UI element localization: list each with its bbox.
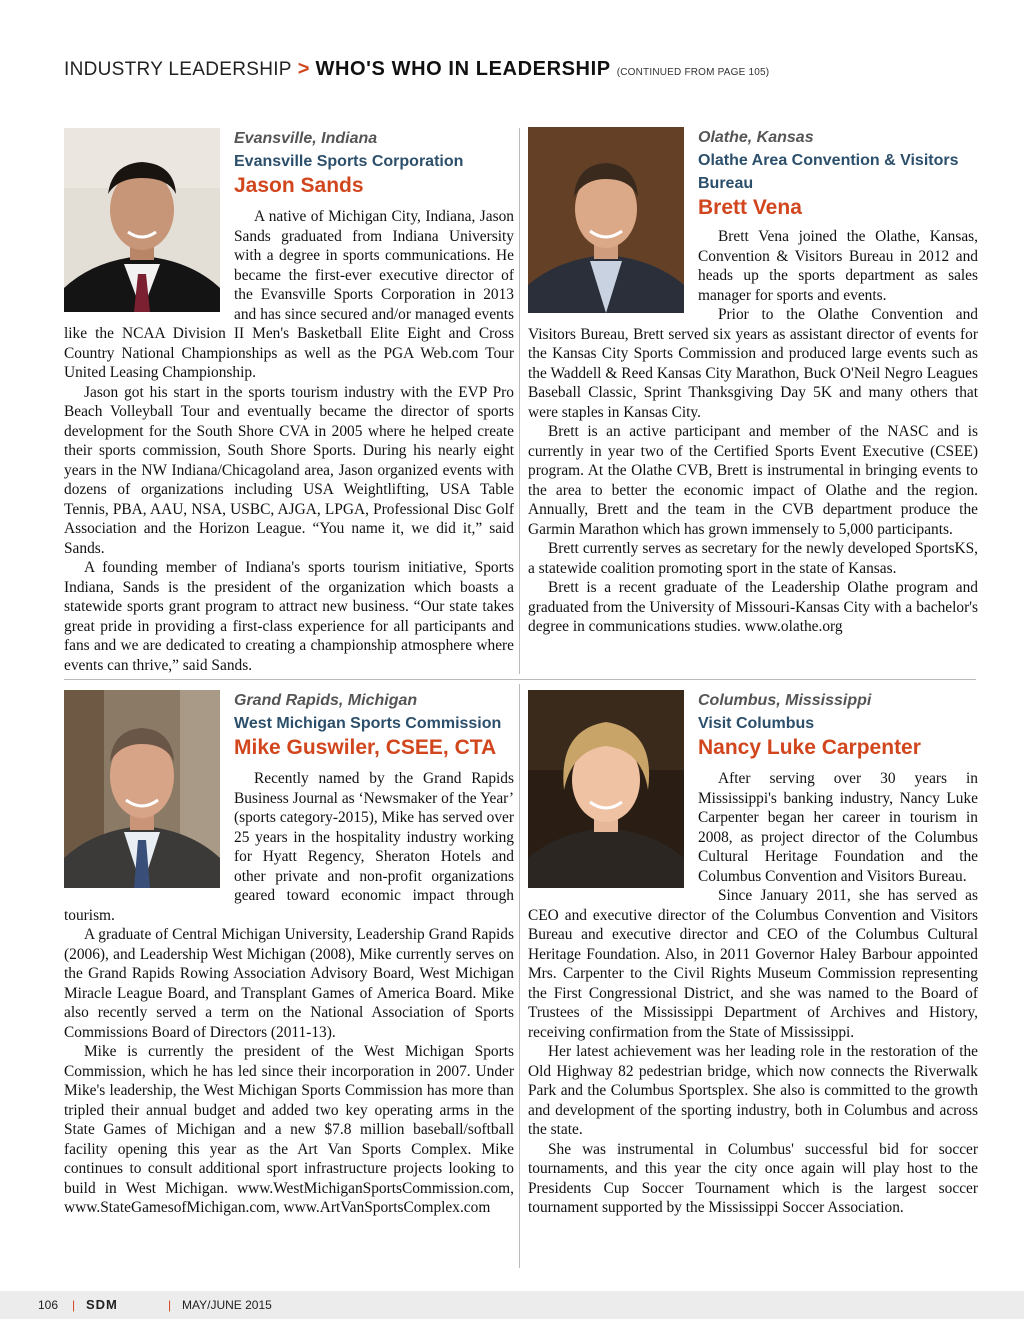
article-org: Olathe Area Convention & Visitors Bureau [698,152,959,192]
portrait-photo [528,690,684,888]
article-org: West Michigan Sports Commission [234,715,502,732]
article-org: Evansville Sports Corporation [234,153,464,170]
paragraph: Brett currently serves as secretary for the newly developed SportsKS, a statewide coalition promoting sport in the state of Kansas. [528,540,978,577]
paragraph: Since January 2011, she has served as CEO and executive director of the Columbus Convention and Visitors Bureau and executive director and CEO of the Columbus Cultural Heritage Foundation. Also, in 2011 Governor Haley Barbour appointed Mrs. Carpenter to the Civil Rights Museum Commission representing the First Congressional District, and she was named to the Board of Trustees of the Mississippi Department of Archives and History, receiving confirmation from the State of Mississippi. [528,887,978,1041]
article-jason-sands [64,128,514,675]
article-city: Grand Rapids, Michigan [234,692,418,709]
article-name: Jason Sands [234,174,364,197]
footer-separator: | [168,1298,172,1312]
article-city: Evansville, Indiana [234,130,378,147]
article-name: Brett Vena [698,196,802,219]
footer-separator: | [72,1298,76,1312]
portrait-photo [64,128,220,312]
paragraph: A native of Michigan City, Indiana, Jason Sands graduated from Indiana University with a degree in sports communications. He became the first-ever executive director of the Evansville Sports Corporation in 2013 and has since secured and/or managed events like the NCAA Division II Men's Basketball Elite Eight and Cross Country National Championships as well as the PGA Web.com Tour United Leasing Championship. [64,208,514,381]
page-footer [0,1291,1024,1319]
paragraph: Jason got his start in the sports tourism industry with the EVP Pro Beach Volleyball Tour and eventually became the director of sports development for the South Shore CVA in 2005 where he helped create their sports commission, South Shore Sports. During his nearly eight years in the NW Indiana/Chicagoland area, Jason organized events with dozens of organizations including USA Weightlifting, USA Table Tennis, PBA, AAU, NSA, USBC, AJGA, LPGA, Professional Disc Golf Association and the Horizon League. “You name it, we did it,” said Sands. [64,383,514,557]
paragraph: After serving over 30 years in Mississippi's banking industry, Nancy Luke Carpenter began her career in tourism in 2008, as project director of the Columbus Cultural Heritage Foundation and the Columbus Convention and Visitors Bureau. [698,770,978,885]
article-mike-guswiler [64,690,514,1218]
section-label: INDUSTRY LEADERSHIP [64,59,292,80]
column-divider-top [519,128,520,674]
paragraph: Recently named by the Grand Rapids Business Journal as ‘Newsmaker of the Year’ (sports category-2015), Mike has served over 25 years in the hospitality industry working for Hyatt Regency, Sheraton Hotels and other private and non-profit organizations geared toward economic impact through tourism. [64,770,514,924]
row-divider [64,679,976,680]
article-org: Visit Columbus [698,715,815,732]
portrait-photo [528,127,684,313]
paragraph: A graduate of Central Michigan University, Leadership Grand Rapids (2006), and Leadership West Michigan (2008), Mike currently serves on the Grand Rapids Rowing Association Advisory Board, West Michigan Miracle League Board, and Transplant Games of America Board. Mike also recently served a term on the National Association of Sports Commissions Board of Directors (2011-13). [64,926,514,1041]
continued-note: (CONTINUED FROM PAGE 105) [616,67,770,78]
article-nancy-luke-carpenter [528,690,978,1218]
paragraph: Brett Vena joined the Olathe, Kansas, Convention & Visitors Bureau in 2012 and heads up the sports department as sales manager for sports and events. [698,228,978,304]
paragraph: Her latest achievement was her leading role in the restoration of the Old Highway 82 pedestrian bridge, which now connects the Riverwalk Park and the Columbus Sportsplex. She also is committed to the growth and development of the sporting industry, both in Columbus and across the state. [528,1043,978,1138]
portrait-photo [64,690,220,888]
article-name: Mike Guswiler, CSEE, CTA [234,736,497,759]
article-brett-vena [528,127,978,637]
page-number: 106 [38,1298,59,1312]
paragraph: Prior to the Olathe Convention and Visitors Bureau, Brett served six years as assistant director of events for the Kansas City Sports Commission and produced large events such as the Waddell & Reed Kansas City Marathon, Buck O'Neil Negro Leagues Baseball Classic, Sprint Thanksgiving Day 5K and many others that were staples in Kansas City. [528,306,978,421]
paragraph: She was instrumental in Columbus' successful bid for soccer tournaments, and this year the city once again will play host to the Presidents Cup Soccer Tournament which is the largest soccer tournament supported by the Mississippi Soccer Association. [528,1140,978,1216]
paragraph: Brett is a recent graduate of the Leadership Olathe program and graduated from the University of Missouri-Kansas City with a bachelor's degree in communications studies. www.olathe.org [528,579,978,635]
column-divider-bottom [519,684,520,1268]
article-city: Columbus, Mississippi [698,692,872,709]
article-city: Olathe, Kansas [698,129,814,146]
article-name: Nancy Luke Carpenter [698,736,921,759]
chevron-right-icon: > [297,58,310,80]
paragraph: A founding member of Indiana's sports tourism initiative, Sports Indiana, Sands is the president of the organization which boasts a statewide sports grant program to attract new business. “Our state takes great pride in providing a first-class experience for all participants and fans and we are dedicated to creating a championship atmosphere where events can thrive,” said Sands. [64,559,514,674]
issue-date: MAY/JUNE 2015 [182,1298,272,1312]
page-header [64,58,964,88]
paragraph: Brett is an active participant and member of the NASC and is currently in year two of the Certified Sports Event Executive (CSEE) program. At the Olathe CVB, Brett is instrumental in bringing events to the area to better the economic impact of Olathe and the region. Annually, Brett and the team in the CVB department produce the Garmin Marathon which has grown immensely to 5,000 participants. [528,423,978,538]
paragraph: Mike is currently the president of the West Michigan Sports Commission, which he has led since their incorporation in 2007. Under Mike's leadership, the West Michigan Sports Commission has more than tripled their annual budget and added two key operating arms in the State Games of Michigan and a new $7.8 million baseball/softball facility opening this year as the Art Van Sports Complex. Mike continues to consult additional sport infrastructure projects looking to build in West Michigan. www.WestMichiganSportsCommission.com, www.StateGamesofMichigan.com, www.ArtVanSportsComplex.com [64,1043,514,1216]
page-title: WHO'S WHO IN LEADERSHIP [315,58,611,80]
magazine-logo: SDM [86,1297,118,1312]
